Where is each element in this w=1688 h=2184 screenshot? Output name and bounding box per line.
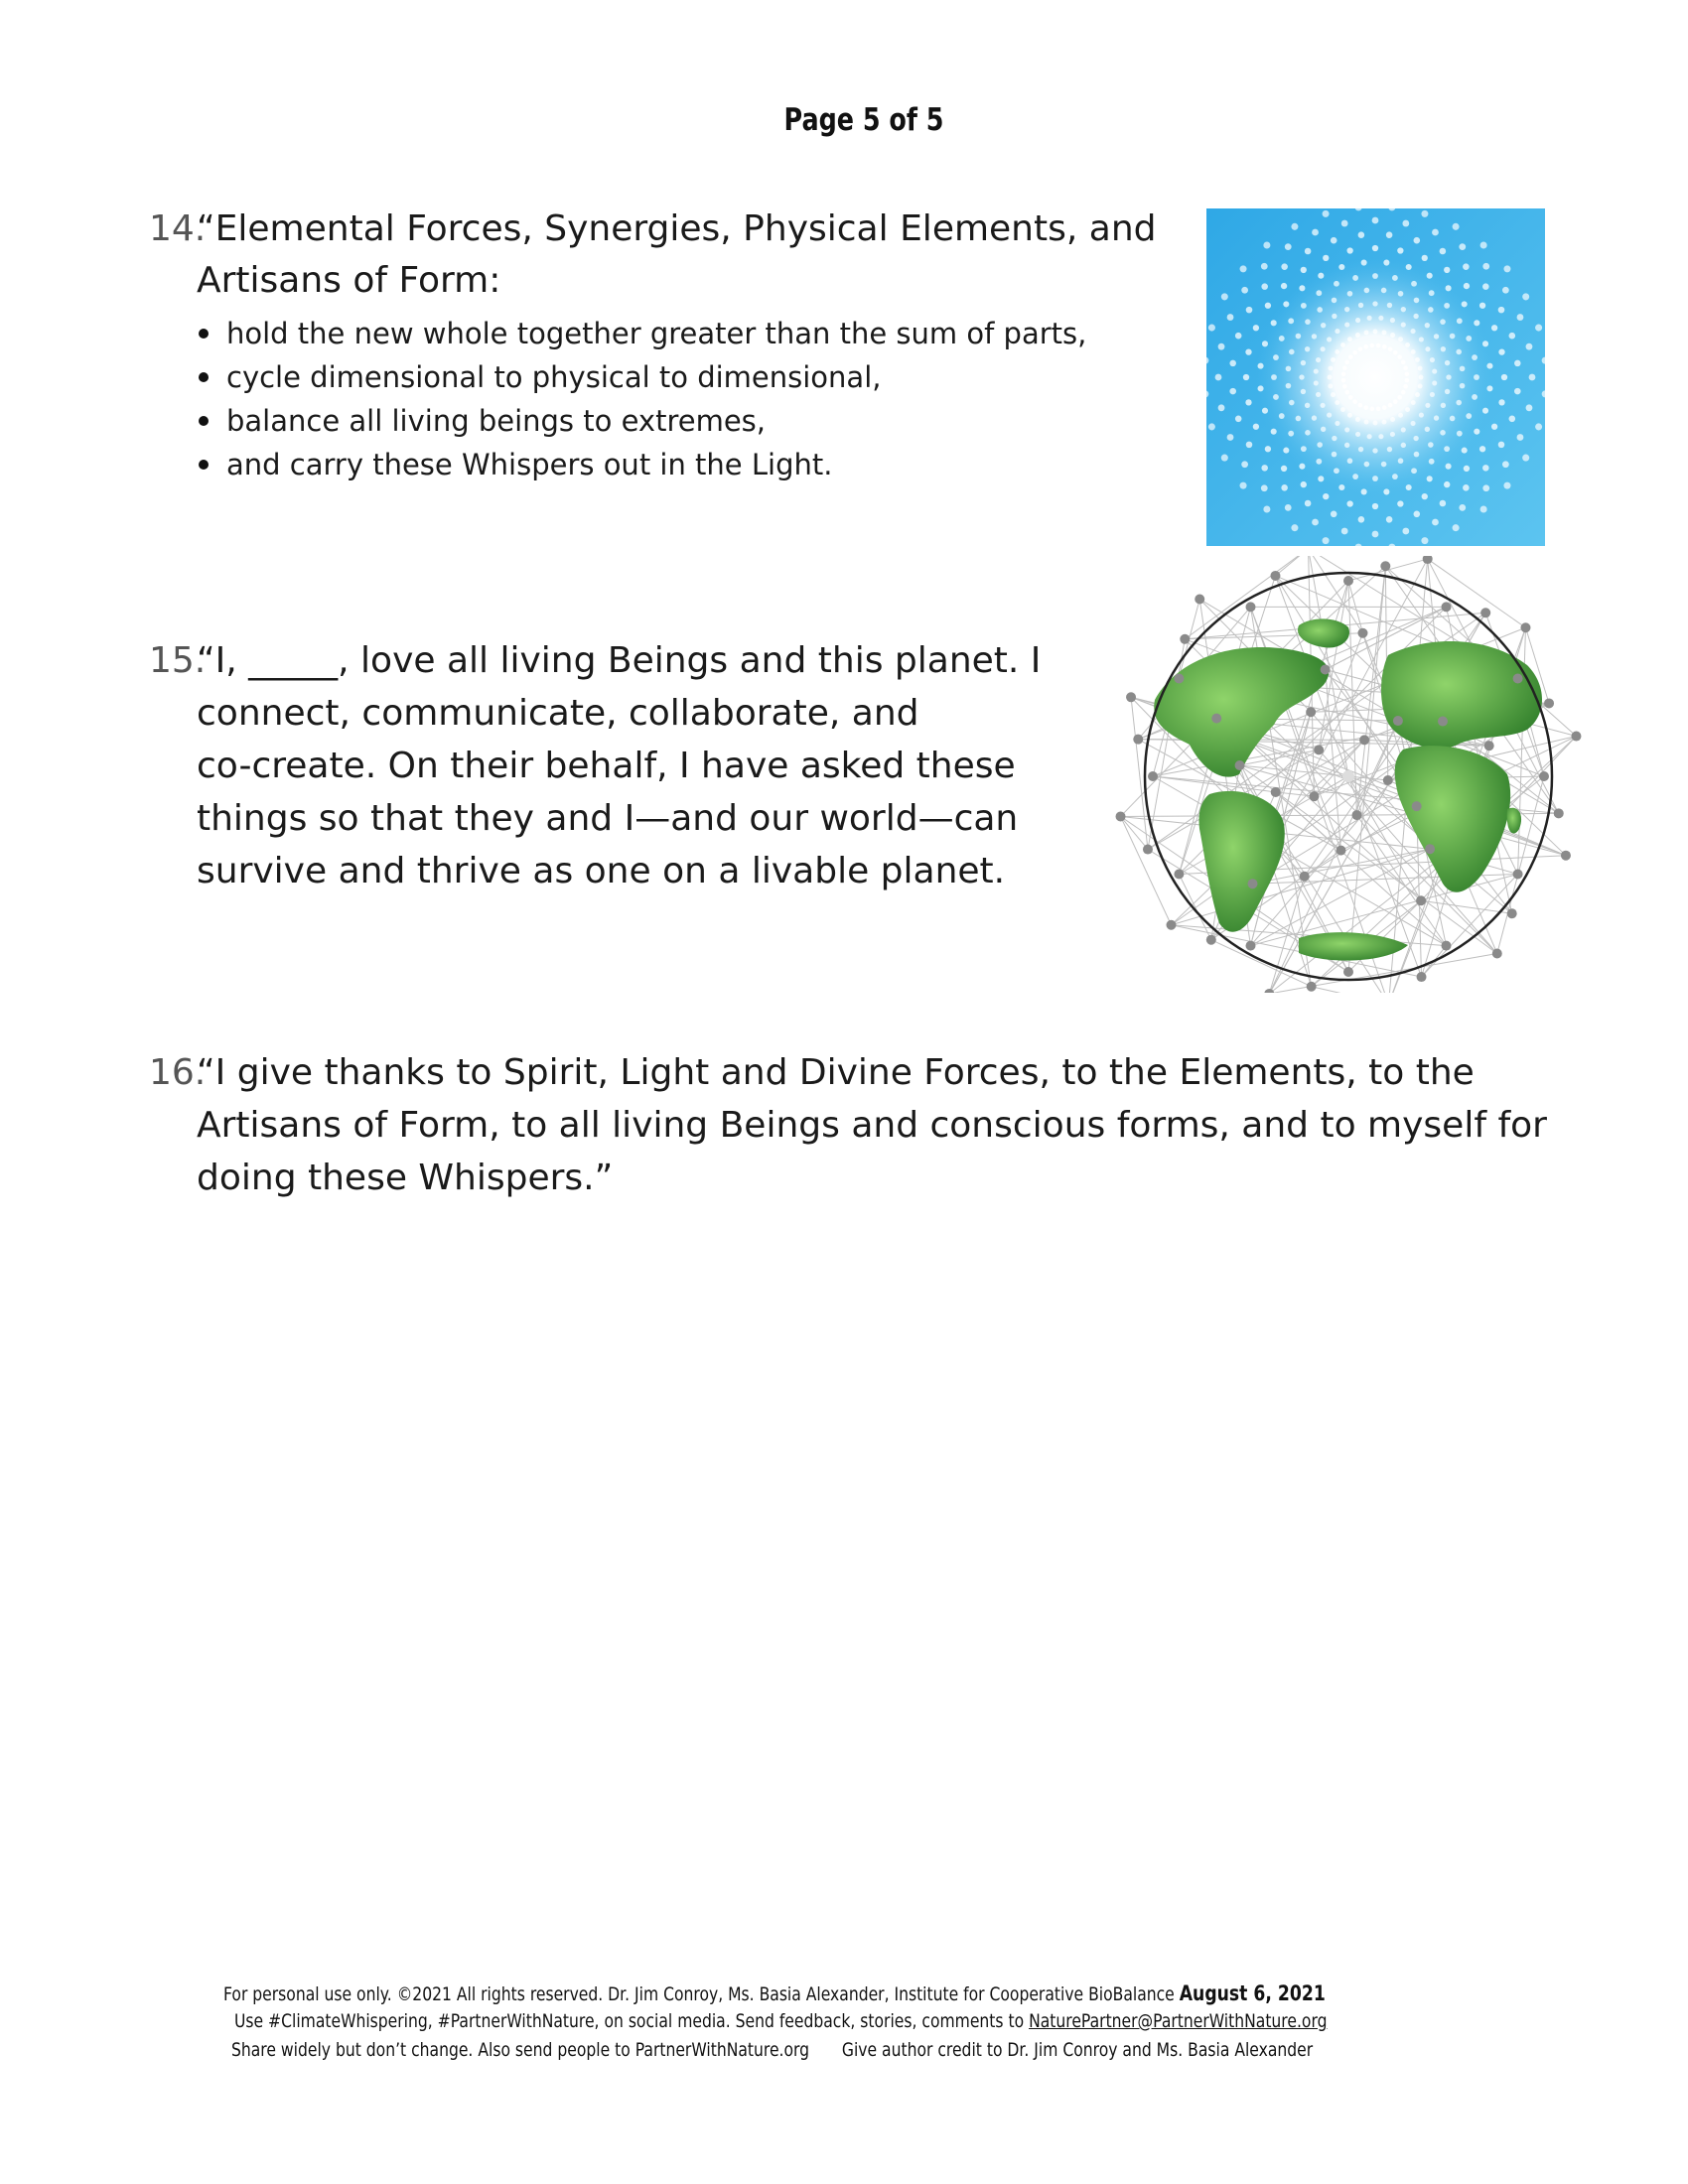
light-dot <box>1261 283 1268 290</box>
network-node <box>1148 771 1158 781</box>
network-node <box>1539 771 1549 781</box>
network-node <box>1484 741 1494 751</box>
item-text-line: “Elemental Forces, Synergies, Physical Elements, and <box>197 208 1157 249</box>
network-link <box>1312 987 1389 993</box>
network-node <box>1314 745 1324 754</box>
light-dot <box>1331 237 1337 244</box>
light-dot <box>1372 531 1379 538</box>
network-node <box>1195 595 1204 605</box>
light-dot <box>1331 511 1337 518</box>
network-node <box>1270 571 1280 581</box>
light-dot <box>1526 343 1533 350</box>
light-dot <box>1227 434 1234 441</box>
network-node <box>1383 775 1393 785</box>
light-dot <box>1281 283 1287 289</box>
light-dot <box>1346 500 1352 506</box>
bullet-item: balance all living beings to extremes, <box>197 403 1086 447</box>
bullet-item: hold the new whole together greater than the sum of parts, <box>197 316 1086 359</box>
light-dot <box>1386 516 1393 523</box>
light-dot <box>1301 481 1307 487</box>
light-dot <box>1305 500 1312 507</box>
light-dot <box>1229 388 1236 395</box>
light-dot <box>1235 416 1242 423</box>
network-node <box>1247 879 1257 888</box>
light-dot <box>1529 374 1536 381</box>
light-dot <box>1358 231 1365 238</box>
light-dot <box>1372 503 1378 509</box>
network-link <box>1269 953 1496 993</box>
network-node <box>1442 941 1452 951</box>
network-node <box>1246 602 1256 612</box>
light-dot <box>1491 325 1497 331</box>
light-dot <box>1240 265 1247 272</box>
light-dot <box>1261 263 1268 270</box>
item-text-line: co-create. On their behalf, I have asked these <box>197 746 1016 786</box>
network-node <box>1211 714 1221 724</box>
light-dot <box>1514 360 1521 367</box>
network-node <box>1309 791 1319 801</box>
light-dot <box>1502 461 1509 468</box>
network-node <box>1116 811 1126 821</box>
network-node <box>1513 870 1523 880</box>
network-node <box>1343 576 1353 586</box>
radiant-light-dots-icon <box>1206 208 1545 546</box>
light-dot <box>1245 399 1251 405</box>
email-link[interactable]: NaturePartner@PartnerWithNature.org <box>1029 2010 1328 2032</box>
network-link <box>1121 816 1148 849</box>
light-dot <box>1235 333 1242 340</box>
share-text: Share widely but don’t change. Also send people to PartnerWithNature.org <box>231 2039 810 2061</box>
footer-line-3 <box>231 2039 1313 2061</box>
light-dot <box>1312 229 1319 236</box>
light-dot <box>1285 243 1292 250</box>
network-node <box>1513 674 1523 684</box>
light-dot <box>1422 255 1428 261</box>
light-dot <box>1323 255 1329 261</box>
light-dot <box>1253 325 1259 331</box>
network-node <box>1554 808 1564 818</box>
light-dot <box>1522 455 1529 462</box>
page-number: Page 5 of 5 <box>783 102 944 138</box>
network-node <box>1412 801 1422 811</box>
light-dot <box>1397 247 1403 253</box>
light-dot <box>1291 223 1298 230</box>
network-node <box>1180 634 1190 644</box>
light-dot <box>1281 466 1287 472</box>
network-node <box>1306 707 1316 717</box>
light-dot <box>1522 293 1529 300</box>
network-node <box>1359 735 1369 745</box>
network-node <box>1442 602 1452 612</box>
light-dot <box>1221 293 1228 300</box>
light-dot <box>1502 287 1509 294</box>
light-dot <box>1414 511 1421 518</box>
item-number: 14. <box>149 208 207 249</box>
network-node <box>1342 770 1354 782</box>
light-dot <box>1263 242 1270 249</box>
light-dot <box>1432 229 1439 236</box>
light-dot <box>1245 348 1251 354</box>
light-dot <box>1246 442 1253 449</box>
network-node <box>1561 851 1571 861</box>
item-text-line: things so that they and I—and our world—can <box>197 798 1019 839</box>
light-dot <box>1464 466 1470 472</box>
light-dot <box>1479 446 1485 452</box>
network-node <box>1393 716 1403 726</box>
light-dot <box>1301 267 1307 273</box>
light-dot <box>1341 528 1348 535</box>
bullet-item: and carry these Whispers out in the Light. <box>197 447 1086 490</box>
network-node <box>1174 870 1184 880</box>
network-node <box>1423 556 1433 564</box>
network-node <box>1357 628 1367 638</box>
network-node <box>1143 845 1153 855</box>
light-dot <box>1459 504 1466 511</box>
network-node <box>1507 908 1517 918</box>
light-dot <box>1421 537 1428 544</box>
light-dot <box>1440 248 1447 255</box>
light-dot <box>1323 210 1330 217</box>
light-dot <box>1444 267 1450 273</box>
light-dot <box>1402 220 1409 227</box>
network-node <box>1343 967 1353 977</box>
light-dot <box>1265 446 1271 452</box>
light-dot <box>1422 493 1428 499</box>
network-node <box>1246 941 1256 951</box>
light-dot <box>1482 283 1489 290</box>
light-dot <box>1479 303 1485 309</box>
bullet-icon <box>199 329 209 339</box>
light-dot <box>1227 314 1234 321</box>
light-dot <box>1253 424 1259 430</box>
network-node <box>1336 846 1346 856</box>
network-node <box>1544 698 1554 708</box>
light-dot <box>1305 248 1312 255</box>
item-text-line: connect, communicate, collaborate, and <box>197 693 919 734</box>
light-dot <box>1459 243 1466 250</box>
credit-text: Give author credit to Dr. Jim Conroy and Ms. Basia Alexander <box>841 2039 1314 2061</box>
light-dot <box>1358 516 1365 523</box>
network-node <box>1307 982 1317 992</box>
light-dot <box>1240 482 1247 489</box>
network-node <box>1235 760 1245 770</box>
network-node <box>1206 935 1216 945</box>
light-dot <box>1323 493 1329 499</box>
light-dot <box>1498 442 1505 449</box>
light-dot <box>1265 303 1271 309</box>
network-node <box>1380 561 1390 571</box>
light-dot <box>1482 484 1489 491</box>
light-dot <box>1218 404 1225 411</box>
light-dot <box>1498 348 1504 354</box>
light-dot <box>1208 423 1215 430</box>
light-dot <box>1440 500 1447 507</box>
light-dot <box>1261 465 1268 472</box>
light-dot <box>1291 524 1298 531</box>
item-number: 15. <box>149 640 207 681</box>
light-dot <box>1517 434 1524 441</box>
light-dot <box>1386 231 1393 238</box>
light-dot <box>1281 484 1288 491</box>
light-dot <box>1246 307 1253 314</box>
footer-date: August 6, 2021 <box>1179 1981 1326 2005</box>
light-dot <box>1208 325 1215 332</box>
light-dot <box>1241 461 1248 468</box>
network-node <box>1438 717 1448 727</box>
light-dot <box>1432 519 1439 526</box>
network-node <box>1321 665 1331 675</box>
light-dot <box>1414 237 1421 244</box>
light-dot <box>1480 242 1487 249</box>
light-dot <box>1372 217 1379 224</box>
light-dot <box>1509 333 1516 340</box>
light-dot <box>1421 210 1428 217</box>
network-node <box>1492 948 1502 958</box>
item-text-line: Artisans of Form: <box>197 260 501 301</box>
light-dot <box>1480 505 1487 512</box>
copyright-text: For personal use only. ©2021 All rights reserved. Dr. Jim Conroy, Ms. Basia Alexander, Institute for Cooperative BioBalance <box>223 1983 1175 2005</box>
network-node <box>1300 872 1310 882</box>
light-dot <box>1535 423 1542 430</box>
network-node <box>1571 732 1581 742</box>
light-dot <box>1514 388 1521 395</box>
network-link <box>1148 639 1185 850</box>
light-dot <box>1402 528 1409 535</box>
light-dot <box>1281 263 1288 270</box>
bullet-icon <box>199 416 209 426</box>
light-dot <box>1229 360 1236 367</box>
network-node <box>1264 989 1274 993</box>
networked-earth-globe-icon <box>1110 556 1587 993</box>
light-dot <box>1463 263 1470 270</box>
network-node <box>1417 972 1427 982</box>
light-dot <box>1261 484 1268 491</box>
bullet-icon <box>199 460 209 470</box>
network-node <box>1416 895 1426 905</box>
network-node <box>1352 810 1362 820</box>
network-node <box>1167 920 1177 930</box>
social-text: Use #ClimateWhispering, #PartnerWithNature, on social media. Send feedback, stories, comments to <box>234 2010 1025 2032</box>
light-dot <box>1498 307 1505 314</box>
light-dot <box>1341 220 1348 227</box>
item-text-line: doing these Whispers.” <box>197 1158 614 1198</box>
light-dot <box>1243 374 1249 380</box>
light-dot <box>1491 424 1497 430</box>
light-dot <box>1526 404 1533 411</box>
light-dot <box>1444 481 1450 487</box>
light-dot <box>1482 263 1489 270</box>
light-dot <box>1372 245 1378 251</box>
bullet-icon <box>199 372 209 382</box>
bullet-item: cycle dimensional to physical to dimensional, <box>197 359 1086 403</box>
footer-line-2 <box>234 2010 1327 2032</box>
light-dot <box>1312 519 1319 526</box>
light-dot <box>1221 455 1228 462</box>
light-dot <box>1464 283 1470 289</box>
light-dot <box>1517 314 1524 321</box>
bullet-list <box>197 316 1086 490</box>
network-node <box>1271 787 1281 797</box>
network-node <box>1520 622 1530 632</box>
network-node <box>1133 735 1143 745</box>
light-dot <box>1218 343 1225 350</box>
light-dot <box>1323 537 1330 544</box>
light-dot <box>1509 416 1516 423</box>
light-dot <box>1498 399 1504 405</box>
item-text-line: “I give thanks to Spirit, Light and Divine Forces, to the Elements, to the <box>197 1052 1475 1093</box>
light-dot <box>1285 504 1292 511</box>
light-dot <box>1215 374 1222 381</box>
light-dot <box>1263 505 1270 512</box>
item-text-line: “I, _____, love all living Beings and this planet. I <box>197 640 1042 681</box>
item-text-line: Artisans of Form, to all living Beings and conscious forms, and to myself for <box>197 1105 1547 1146</box>
light-dot <box>1241 287 1248 294</box>
light-dot <box>1346 247 1352 253</box>
light-dot <box>1503 265 1510 272</box>
light-dot <box>1503 482 1510 489</box>
light-dot <box>1397 500 1403 506</box>
light-dot <box>1463 484 1470 491</box>
item-text-line: survive and thrive as one on a livable planet. <box>197 851 1006 891</box>
light-dot <box>1482 465 1489 472</box>
network-node <box>1480 608 1490 617</box>
light-dot <box>1453 223 1460 230</box>
item-number: 16. <box>149 1052 207 1093</box>
network-link <box>1275 556 1308 576</box>
network-node <box>1126 692 1136 702</box>
light-dot <box>1453 524 1460 531</box>
light-dot <box>1501 374 1507 380</box>
network-node <box>1174 674 1184 684</box>
light-dot <box>1535 325 1542 332</box>
network-node <box>1425 844 1435 854</box>
footer-line-1 <box>223 1981 1326 2005</box>
